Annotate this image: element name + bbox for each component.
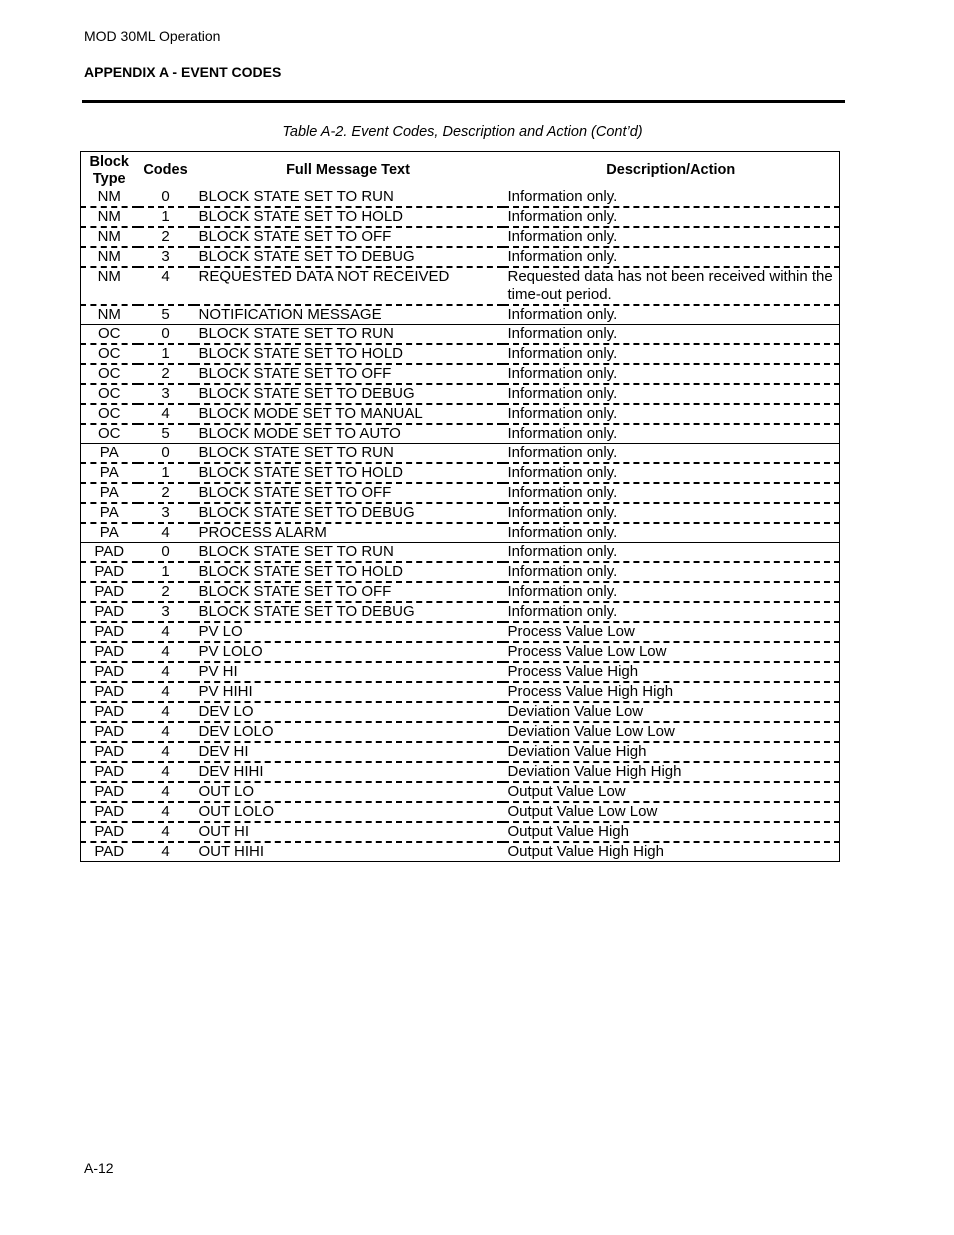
message-cell: OUT HI xyxy=(194,822,503,842)
message-cell: PV HI xyxy=(194,662,503,682)
code-cell: 2 xyxy=(138,227,194,247)
block-type-cell: PAD xyxy=(81,622,138,642)
code-cell: 3 xyxy=(138,247,194,267)
table-row xyxy=(81,503,840,523)
header-block-type: Block Type xyxy=(89,153,129,187)
table-row xyxy=(81,742,840,762)
message-cell: NOTIFICATION MESSAGE xyxy=(194,305,503,325)
code-cell: 5 xyxy=(138,305,194,325)
message-cell: BLOCK STATE SET TO HOLD xyxy=(194,463,503,483)
code-cell: 4 xyxy=(138,267,194,305)
description-cell: Deviation Value Low Low xyxy=(503,722,840,742)
table-row xyxy=(81,782,840,802)
block-type-cell: PAD xyxy=(81,543,138,563)
block-type-cell: NM xyxy=(81,207,138,227)
header-full-message-text: Full Message Text xyxy=(286,162,410,178)
table-row xyxy=(81,463,840,483)
code-cell: 3 xyxy=(138,602,194,622)
description-cell: Information only. xyxy=(503,188,840,207)
table-row xyxy=(81,582,840,602)
document-title: MOD 30ML Operation xyxy=(84,28,221,44)
message-cell: BLOCK STATE SET TO OFF xyxy=(194,364,503,384)
code-cell: 4 xyxy=(138,742,194,762)
description-cell: Deviation Value High High xyxy=(503,762,840,782)
description-cell: Information only. xyxy=(503,503,840,523)
block-type-cell: PAD xyxy=(81,762,138,782)
code-cell: 4 xyxy=(138,404,194,424)
block-type-cell: NM xyxy=(81,227,138,247)
description-cell: Deviation Value High xyxy=(503,742,840,762)
description-cell: Information only. xyxy=(503,227,840,247)
code-cell: 0 xyxy=(138,444,194,464)
message-cell: BLOCK STATE SET TO HOLD xyxy=(194,562,503,582)
page-number: A-12 xyxy=(84,1160,114,1176)
code-cell: 5 xyxy=(138,424,194,444)
message-cell: PV LO xyxy=(194,622,503,642)
description-cell: Output Value Low xyxy=(503,782,840,802)
message-cell: BLOCK STATE SET TO OFF xyxy=(194,227,503,247)
message-cell: DEV HI xyxy=(194,742,503,762)
description-cell: Output Value High xyxy=(503,822,840,842)
description-cell: Information only. xyxy=(503,344,840,364)
table-row xyxy=(81,622,840,642)
header-rule xyxy=(82,100,845,103)
block-type-cell: PAD xyxy=(81,682,138,702)
table-row xyxy=(81,642,840,662)
code-cell: 0 xyxy=(138,188,194,207)
block-type-cell: OC xyxy=(81,325,138,345)
block-type-cell: PAD xyxy=(81,742,138,762)
message-cell: BLOCK STATE SET TO OFF xyxy=(194,582,503,602)
table-row xyxy=(81,444,840,464)
code-cell: 0 xyxy=(138,543,194,563)
table-header-row xyxy=(81,152,840,189)
table-row xyxy=(81,602,840,622)
block-type-cell: PA xyxy=(81,463,138,483)
message-cell: REQUESTED DATA NOT RECEIVED xyxy=(194,267,503,305)
block-type-cell: PAD xyxy=(81,662,138,682)
table-caption: Table A-2. Event Codes, Description and Action (Cont’d) xyxy=(282,124,643,140)
block-type-cell: OC xyxy=(81,404,138,424)
table-row xyxy=(81,562,840,582)
code-cell: 1 xyxy=(138,344,194,364)
description-cell: Information only. xyxy=(503,602,840,622)
table-row xyxy=(81,822,840,842)
block-type-cell: PAD xyxy=(81,602,138,622)
code-cell: 2 xyxy=(138,483,194,503)
description-cell: Information only. xyxy=(503,305,840,325)
message-cell: BLOCK STATE SET TO RUN xyxy=(194,543,503,563)
table-row xyxy=(81,188,840,207)
message-cell: BLOCK STATE SET TO DEBUG xyxy=(194,247,503,267)
table-row xyxy=(81,344,840,364)
block-type-cell: OC xyxy=(81,424,138,444)
block-type-cell: PAD xyxy=(81,722,138,742)
block-type-cell: PA xyxy=(81,444,138,464)
block-type-cell: PA xyxy=(81,523,138,543)
table-row xyxy=(81,543,840,563)
message-cell: BLOCK STATE SET TO RUN xyxy=(194,188,503,207)
description-cell: Information only. xyxy=(503,444,840,464)
code-cell: 2 xyxy=(138,364,194,384)
block-type-cell: PAD xyxy=(81,702,138,722)
block-type-cell: PAD xyxy=(81,562,138,582)
header-codes: Codes xyxy=(143,162,188,178)
message-cell: BLOCK STATE SET TO RUN xyxy=(194,325,503,345)
code-cell: 4 xyxy=(138,662,194,682)
message-cell: BLOCK STATE SET TO HOLD xyxy=(194,207,503,227)
table-row xyxy=(81,227,840,247)
table-row xyxy=(81,364,840,384)
message-cell: BLOCK STATE SET TO HOLD xyxy=(194,344,503,364)
block-type-cell: OC xyxy=(81,384,138,404)
message-cell: DEV HIHI xyxy=(194,762,503,782)
block-type-cell: PAD xyxy=(81,782,138,802)
table-row xyxy=(81,247,840,267)
table-row xyxy=(81,384,840,404)
message-cell: BLOCK STATE SET TO OFF xyxy=(194,483,503,503)
description-cell: Deviation Value Low xyxy=(503,702,840,722)
description-cell: Process Value High High xyxy=(503,682,840,702)
description-cell: Information only. xyxy=(503,424,840,444)
message-cell: BLOCK MODE SET TO AUTO xyxy=(194,424,503,444)
block-type-cell: OC xyxy=(81,364,138,384)
event-codes-table xyxy=(80,151,840,862)
table-body xyxy=(81,188,840,862)
code-cell: 4 xyxy=(138,682,194,702)
code-cell: 1 xyxy=(138,562,194,582)
code-cell: 1 xyxy=(138,463,194,483)
description-cell: Information only. xyxy=(503,404,840,424)
description-cell: Output Value Low Low xyxy=(503,802,840,822)
table-row xyxy=(81,305,840,325)
code-cell: 3 xyxy=(138,384,194,404)
message-cell: DEV LOLO xyxy=(194,722,503,742)
message-cell: PV LOLO xyxy=(194,642,503,662)
code-cell: 4 xyxy=(138,642,194,662)
message-cell: BLOCK STATE SET TO DEBUG xyxy=(194,602,503,622)
code-cell: 3 xyxy=(138,503,194,523)
message-cell: BLOCK MODE SET TO MANUAL xyxy=(194,404,503,424)
code-cell: 2 xyxy=(138,582,194,602)
code-cell: 4 xyxy=(161,843,170,860)
table-row xyxy=(81,662,840,682)
message-cell: OUT LO xyxy=(194,782,503,802)
table-row xyxy=(81,842,840,862)
description-cell: Information only. xyxy=(503,582,840,602)
table-row xyxy=(81,404,840,424)
description-cell: Process Value High xyxy=(503,662,840,682)
code-cell: 4 xyxy=(138,622,194,642)
table-row xyxy=(81,682,840,702)
table-row xyxy=(81,722,840,742)
block-type-cell: PA xyxy=(81,503,138,523)
table-row xyxy=(81,702,840,722)
message-cell: BLOCK STATE SET TO DEBUG xyxy=(194,384,503,404)
description-cell: Information only. xyxy=(503,325,840,345)
description-cell: Information only. xyxy=(503,483,840,503)
description-cell: Output Value High High xyxy=(507,843,664,860)
description-cell: Information only. xyxy=(503,207,840,227)
table-row xyxy=(81,207,840,227)
code-cell: 0 xyxy=(138,325,194,345)
message-cell: BLOCK STATE SET TO DEBUG xyxy=(194,503,503,523)
description-cell: Information only. xyxy=(503,523,840,543)
code-cell: 4 xyxy=(138,702,194,722)
block-type-cell: PA xyxy=(81,483,138,503)
block-type-cell: PAD xyxy=(81,802,138,822)
table-row xyxy=(81,523,840,543)
block-type-cell: PAD xyxy=(94,843,125,860)
description-cell: Process Value Low xyxy=(503,622,840,642)
section-heading: APPENDIX A - EVENT CODES xyxy=(84,64,282,80)
description-cell: Information only. xyxy=(503,384,840,404)
block-type-cell: OC xyxy=(81,344,138,364)
message-cell: OUT HIHI xyxy=(198,843,265,860)
description-cell: Information only. xyxy=(503,364,840,384)
code-cell: 4 xyxy=(138,822,194,842)
block-type-cell: NM xyxy=(81,247,138,267)
code-cell: 4 xyxy=(138,722,194,742)
message-cell: PROCESS ALARM xyxy=(194,523,503,543)
table-row xyxy=(81,424,840,444)
description-cell: Information only. xyxy=(503,543,840,563)
message-cell: DEV LO xyxy=(194,702,503,722)
code-cell: 4 xyxy=(138,802,194,822)
table-row xyxy=(81,483,840,503)
code-cell: 4 xyxy=(138,762,194,782)
table-row xyxy=(81,325,840,345)
description-cell: Information only. xyxy=(503,463,840,483)
code-cell: 1 xyxy=(138,207,194,227)
code-cell: 4 xyxy=(138,523,194,543)
description-cell: Information only. xyxy=(503,247,840,267)
header-description-action: Description/Action xyxy=(606,162,736,178)
block-type-cell: NM xyxy=(81,267,138,305)
table-row xyxy=(81,802,840,822)
code-cell: 4 xyxy=(138,782,194,802)
block-type-cell: PAD xyxy=(81,582,138,602)
table-row xyxy=(81,762,840,782)
message-cell: PV HIHI xyxy=(194,682,503,702)
message-cell: OUT LOLO xyxy=(194,802,503,822)
description-cell: Information only. xyxy=(503,562,840,582)
block-type-cell: PAD xyxy=(81,642,138,662)
table-row xyxy=(81,267,840,305)
message-cell: BLOCK STATE SET TO RUN xyxy=(194,444,503,464)
block-type-cell: NM xyxy=(81,305,138,325)
block-type-cell: NM xyxy=(81,188,138,207)
description-cell: Process Value Low Low xyxy=(503,642,840,662)
block-type-cell: PAD xyxy=(81,822,138,842)
description-cell: Requested data has not been received within the time-out period. xyxy=(503,267,840,305)
